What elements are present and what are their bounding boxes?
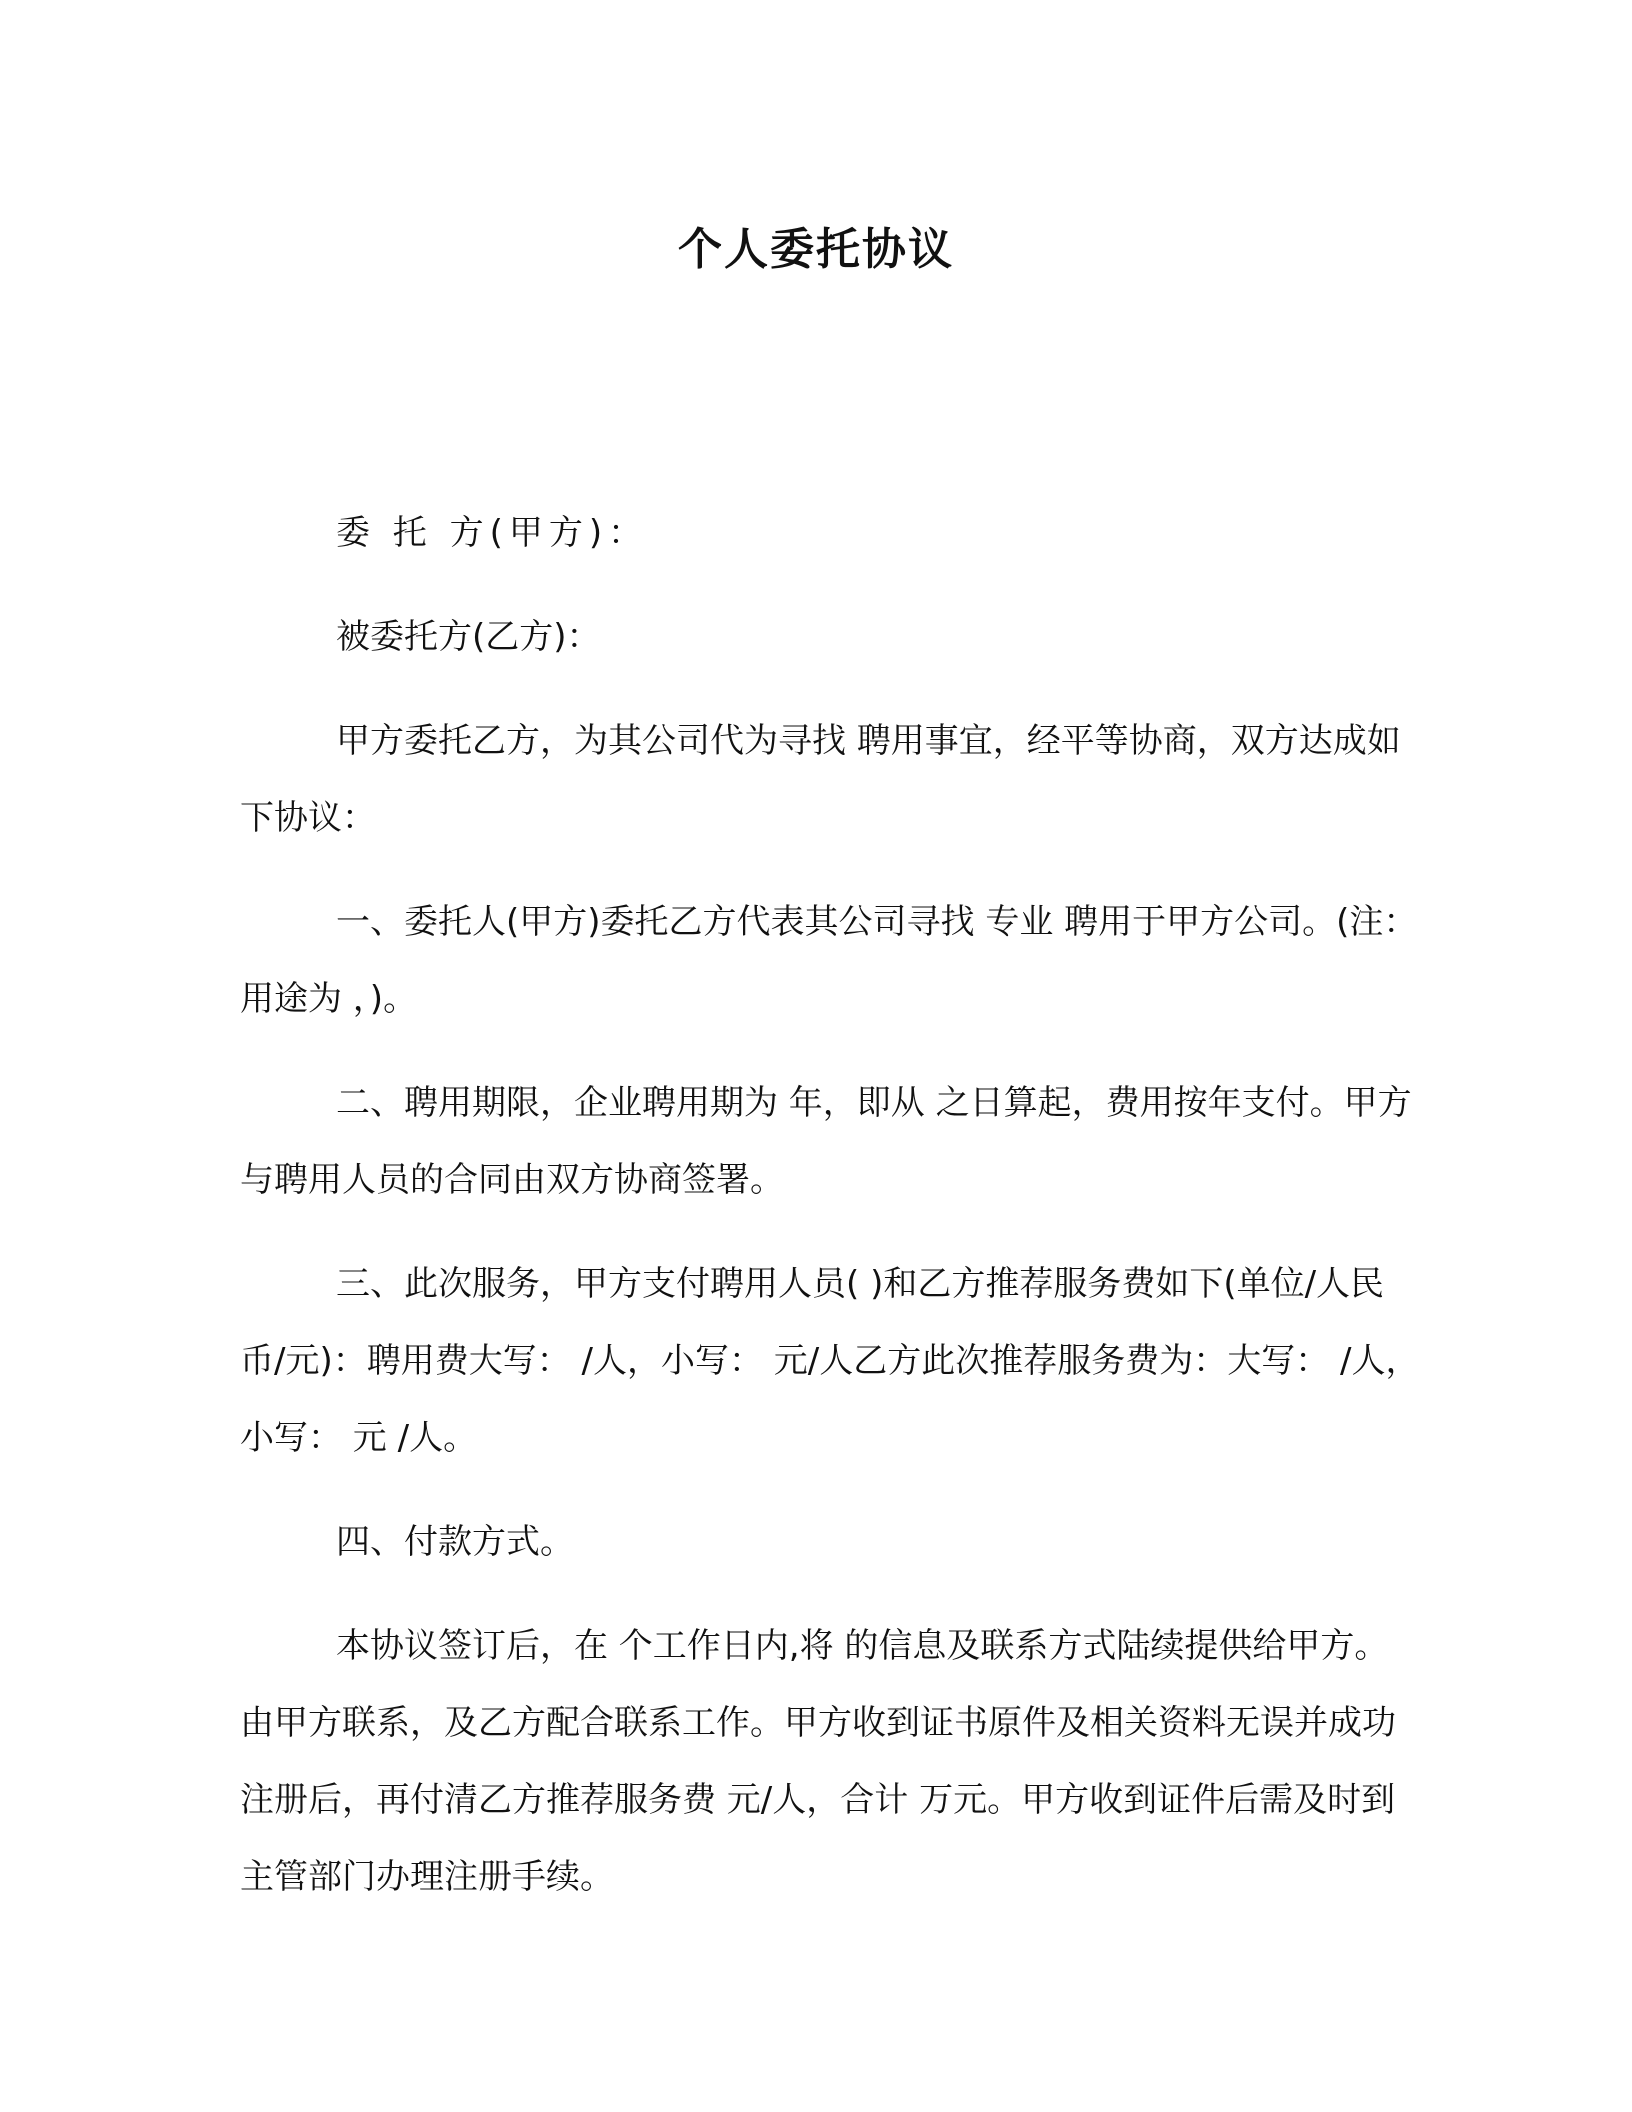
- clause-3: 三、此次服务，甲方支付聘用人员( )和乙方推荐服务费如下(单位/人民币/元)：聘用费大写： /人，小写： 元/人乙方此次推荐服务费为：大写： /人，小写： 元 /人。: [240, 1264, 1420, 1458]
- clause-2: 二、聘用期限，企业聘用期为 年，即从 之日算起，费用按年支付。甲方与聘用人员的合同由双方协商签署。: [240, 1083, 1412, 1200]
- document-body: [240, 495, 1420, 1943]
- payment-paragraph: 本协议签订后，在 个工作日内,将 的信息及联系方式陆续提供给甲方。由甲方联系，及乙方配合联系工作。甲方收到证书原件及相关资料无误并成功注册后，再付清乙方推荐服务费 元/人，合计 万元。甲方收到证件后需及时到主管部门办理注册手续。: [240, 1626, 1396, 1897]
- party-a-line: 委 托 方(甲方)：: [336, 513, 649, 553]
- party-b-line: 被委托方(乙方)：: [336, 617, 601, 657]
- intro-paragraph: 甲方委托乙方，为其公司代为寻找 聘用事宜，经平等协商，双方达成如下协议：: [240, 721, 1401, 838]
- clause-4-heading: 四、付款方式。: [336, 1522, 574, 1562]
- clause-1: 一、委托人(甲方)委托乙方代表其公司寻找 专业 聘用于甲方公司。(注：用途为 ，)。: [240, 902, 1418, 1019]
- document-title: 个人委托协议: [678, 224, 954, 275]
